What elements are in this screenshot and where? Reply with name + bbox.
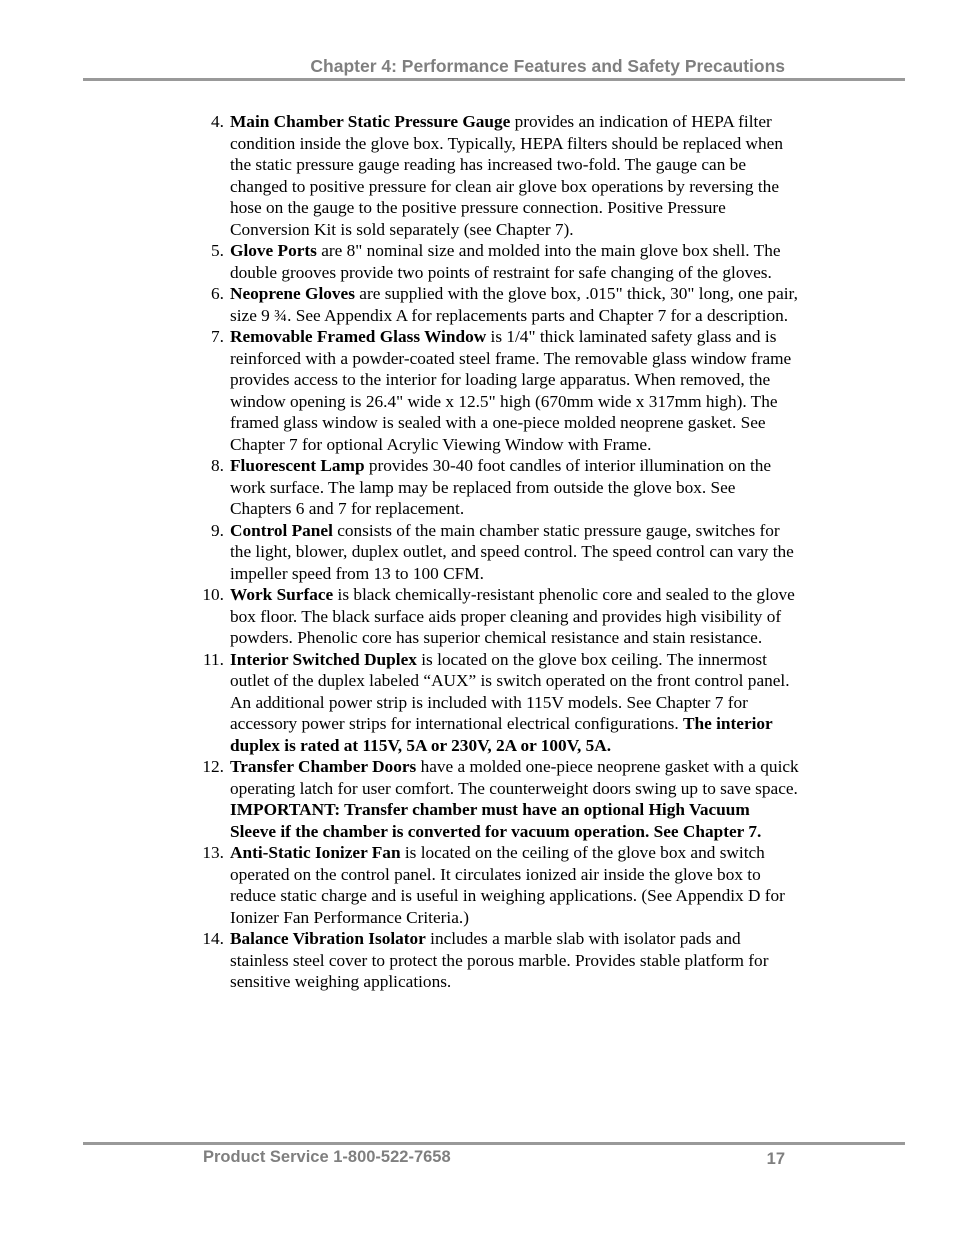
bold-text: Fluorescent Lamp: [230, 456, 365, 475]
list-item: [190, 756, 800, 842]
list-item: [190, 455, 800, 520]
bold-text: Main Chamber Static Pressure Gauge: [230, 112, 511, 131]
list-item-text: [230, 843, 785, 927]
body-text: is 1/4" thick laminated safety glass and is reinforced with a powder-coated steel frame. The removable glass window frame provides access to the interior for loading large apparatus. When removed, the window opening is 26.4" wide x 12.5" high (670mm wide x 317mm high). The framed glass window is sealed with a one-piece molded neoprene gasket. See Chapter 7 for optional Acrylic Viewing Window with Frame.: [230, 327, 792, 454]
body-text: is black chemically-resistant phenolic core and sealed to the glove box floor. The black surface aids proper cleaning and provides high visibility of powders. Phenolic core has superior chemical resistance and stain resistance.: [230, 585, 795, 647]
bold-text: Balance Vibration Isolator: [230, 929, 426, 948]
list-item-number: 8.: [211, 456, 224, 475]
bold-text: Anti-Static Ionizer Fan: [230, 843, 401, 862]
list-item-text: [230, 456, 771, 518]
list-item: [190, 842, 800, 928]
bold-text: The interior duplex is rated at 115V, 5A or 230V, 2A or 100V, 5A.: [230, 714, 773, 755]
list-item: [190, 111, 800, 240]
list-item-text: [230, 929, 768, 991]
list-item-number: 13.: [202, 843, 224, 862]
bold-text: Interior Switched Duplex: [230, 649, 417, 669]
list-item-text: [230, 327, 791, 454]
list-item: [190, 584, 800, 649]
list-item-number: 10.: [202, 585, 224, 604]
bold-text: Glove Ports: [230, 241, 317, 260]
list-item-text: [230, 284, 798, 325]
list-item-number: 7.: [211, 327, 224, 346]
list-item: [190, 326, 800, 455]
list-item-number: 5.: [211, 241, 224, 260]
body-text: is located on the glove box ceiling. The innermost outlet of the duplex labeled “AUX” is switch operated on the front control panel. An additional power strip is included with 115V models. See Chapter 7 for accessory power strips for international electrical configurations.: [230, 649, 790, 733]
bold-text: IMPORTANT: Transfer chamber must have an optional High Vacuum Sleeve if the chamber is converted for vacuum operation. See Chapter 7.: [230, 800, 762, 841]
bold-text: Control Panel: [230, 520, 333, 540]
page-number: 17: [766, 1150, 785, 1168]
bold-text: Work Surface: [230, 585, 334, 604]
bold-text: Neoprene Gloves: [230, 284, 355, 303]
body-text: have a molded one-piece neoprene gasket with a quick operating latch for user comfort. The counterweight doors swing up to save space.: [230, 757, 799, 798]
body-text: provides 30-40 foot candles of interior illumination on the work surface. The lamp may be replaced from outside the glove box. See Chapters 6 and 7 for replacement.: [230, 456, 772, 518]
list-item: [190, 649, 800, 757]
bold-text: Removable Framed Glass Window: [230, 327, 487, 346]
bold-text: Transfer Chamber Doors: [230, 757, 417, 776]
footer-rule: [83, 1142, 905, 1145]
list-item-number: 12.: [202, 757, 224, 776]
list-item-text: [230, 521, 794, 583]
list-item-text: [230, 757, 799, 841]
list-item-number: 4.: [211, 112, 224, 131]
list-item: [190, 240, 800, 283]
body-text: are supplied with the glove box, .015" thick, 30" long, one pair, size 9 ¾. See Appendix A for replacements parts and Chapter 7 for a description.: [230, 284, 798, 325]
list-item-text: [230, 585, 795, 647]
list-item: [190, 928, 800, 993]
list-item-text: [230, 650, 790, 755]
list-item-number: 11.: [203, 649, 224, 669]
header-rule: [83, 78, 905, 81]
body-text: is located on the ceiling of the glove box and switch operated on the control panel. It circulates ionized air inside the glove box to reduce static charge and is useful in weighing applications. (See Appendix D for Ionizer Fan Performance Criteria.): [230, 843, 785, 927]
list-item: [190, 283, 800, 326]
body-text: includes a marble slab with isolator pads and stainless steel cover to protect the porous marble. Provides stable platform for sensitive weighing applications.: [230, 929, 769, 991]
numbered-feature-list: [190, 111, 800, 993]
body-text: provides an indication of HEPA filter condition inside the glove box. Typically, HEPA filters should be replaced when the static pressure gauge reading has increased two-fold. The gauge can be changed to positive pressure for clean air glove box operations by reversing the hose on the gauge to the positive pressure connection. Positive Pressure Conversion Kit is sold separately (see Chapter 7).: [230, 112, 783, 239]
body-text: are 8" nominal size and molded into the main glove box shell. The double grooves provide two points of restraint for safe changing of the gloves.: [230, 241, 781, 282]
list-item-number: 6.: [211, 284, 224, 303]
list-item: [190, 520, 800, 585]
body-text: consists of the main chamber static pressure gauge, switches for the light, blower, duplex outlet, and speed control. The speed control can vary the impeller speed from 13 to 100 CFM.: [230, 520, 794, 583]
list-item-text: [230, 112, 783, 239]
footer-product-service: Product Service 1-800-522-7658: [203, 1148, 451, 1166]
list-item-text: [230, 241, 781, 282]
list-item-number: 9.: [211, 520, 224, 540]
page-header-title: Chapter 4: Performance Features and Safety Precautions: [310, 56, 785, 76]
list-item-number: 14.: [202, 929, 224, 948]
